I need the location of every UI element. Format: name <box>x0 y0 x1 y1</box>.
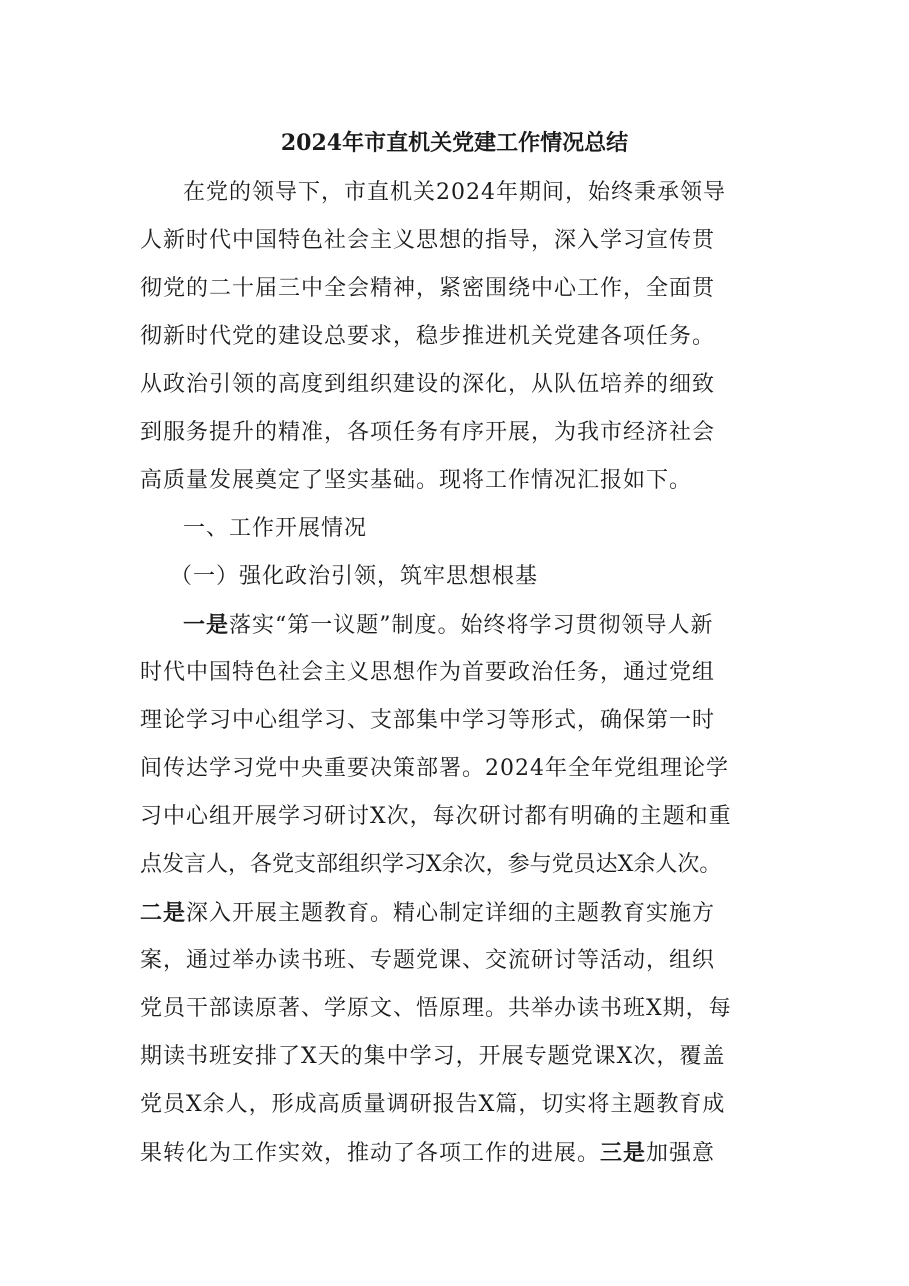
paragraph-2-line-4: 间传达学习党中央重要决策部署。2024年全年党组理论学 <box>140 756 729 781</box>
paragraph-2-line-3: 理论学习中心组学习、支部集中学习等形式，确保第一时 <box>140 708 716 733</box>
point-two-closing: 果转化为工作实效，推动了各项工作的进展。 <box>140 1141 601 1166</box>
point-three-text: 加强意 <box>646 1141 716 1166</box>
section-heading: 一、工作开展情况 <box>183 516 368 541</box>
paragraph-2-line-9: 党员干部读原著、学原文、悟原理。共举办读书班X期，每 <box>140 996 732 1021</box>
paragraph-1-line-4: 彻新时代党的建设总要求，稳步推进机关党建各项任务。 <box>140 324 716 349</box>
paragraph-2-line-5: 习中心组开展学习研讨X次，每次研讨都有明确的主题和重 <box>140 804 732 829</box>
paragraph-1-line-7: 高质量发展奠定了坚实基础。现将工作情况汇报如下。 <box>140 468 693 493</box>
paragraph-1-line-5: 从政治引领的高度到组织建设的深化，从队伍培养的细致 <box>140 372 716 397</box>
point-one-lead: 一是 <box>183 612 230 638</box>
point-two-text: 深入开展主题教育。精心制定详细的主题教育实施方 <box>186 901 716 926</box>
paragraph-2-line-11: 党员X余人，形成高质量调研报告X篇，切实将主题教育成 <box>140 1092 726 1117</box>
paragraph-2-line-1 <box>183 610 714 641</box>
paragraph-1-line-1: 在党的领导下，市直机关2024年期间，始终秉承领导 <box>183 180 726 205</box>
point-one-text: 落实“第一议题”制度。始终将学习贯彻领导人新 <box>229 613 714 638</box>
point-three-lead: 三是 <box>600 1140 647 1166</box>
paragraph-2-line-12 <box>140 1138 715 1169</box>
subsection-heading: （一）强化政治引领，筑牢思想根基 <box>170 564 539 589</box>
paragraph-2-line-6: 点发言人，各党支部组织学习X余次，参与党员达X余人次。 <box>140 852 722 877</box>
paragraph-2-line-7 <box>140 898 715 929</box>
paragraph-2-line-2: 时代中国特色社会主义思想作为首要政治任务，通过党组 <box>140 660 716 685</box>
paragraph-2-line-8: 案，通过举办读书班、专题党课、交流研讨等活动，组织 <box>140 948 716 973</box>
document-title: 2024年市直机关党建工作情况总结 <box>280 130 629 156</box>
paragraph-1-line-2: 人新时代中国特色社会主义思想的指导，深入学习宣传贯 <box>140 228 716 253</box>
paragraph-1-line-3: 彻党的二十届三中全会精神，紧密围绕中心工作，全面贯 <box>140 276 716 301</box>
point-two-lead: 二是 <box>140 900 187 926</box>
paragraph-1-line-6: 到服务提升的精准，各项任务有序开展，为我市经济社会 <box>140 420 716 445</box>
paragraph-2-line-10: 期读书班安排了X天的集中学习，开展专题党课X次，覆盖 <box>140 1044 726 1069</box>
